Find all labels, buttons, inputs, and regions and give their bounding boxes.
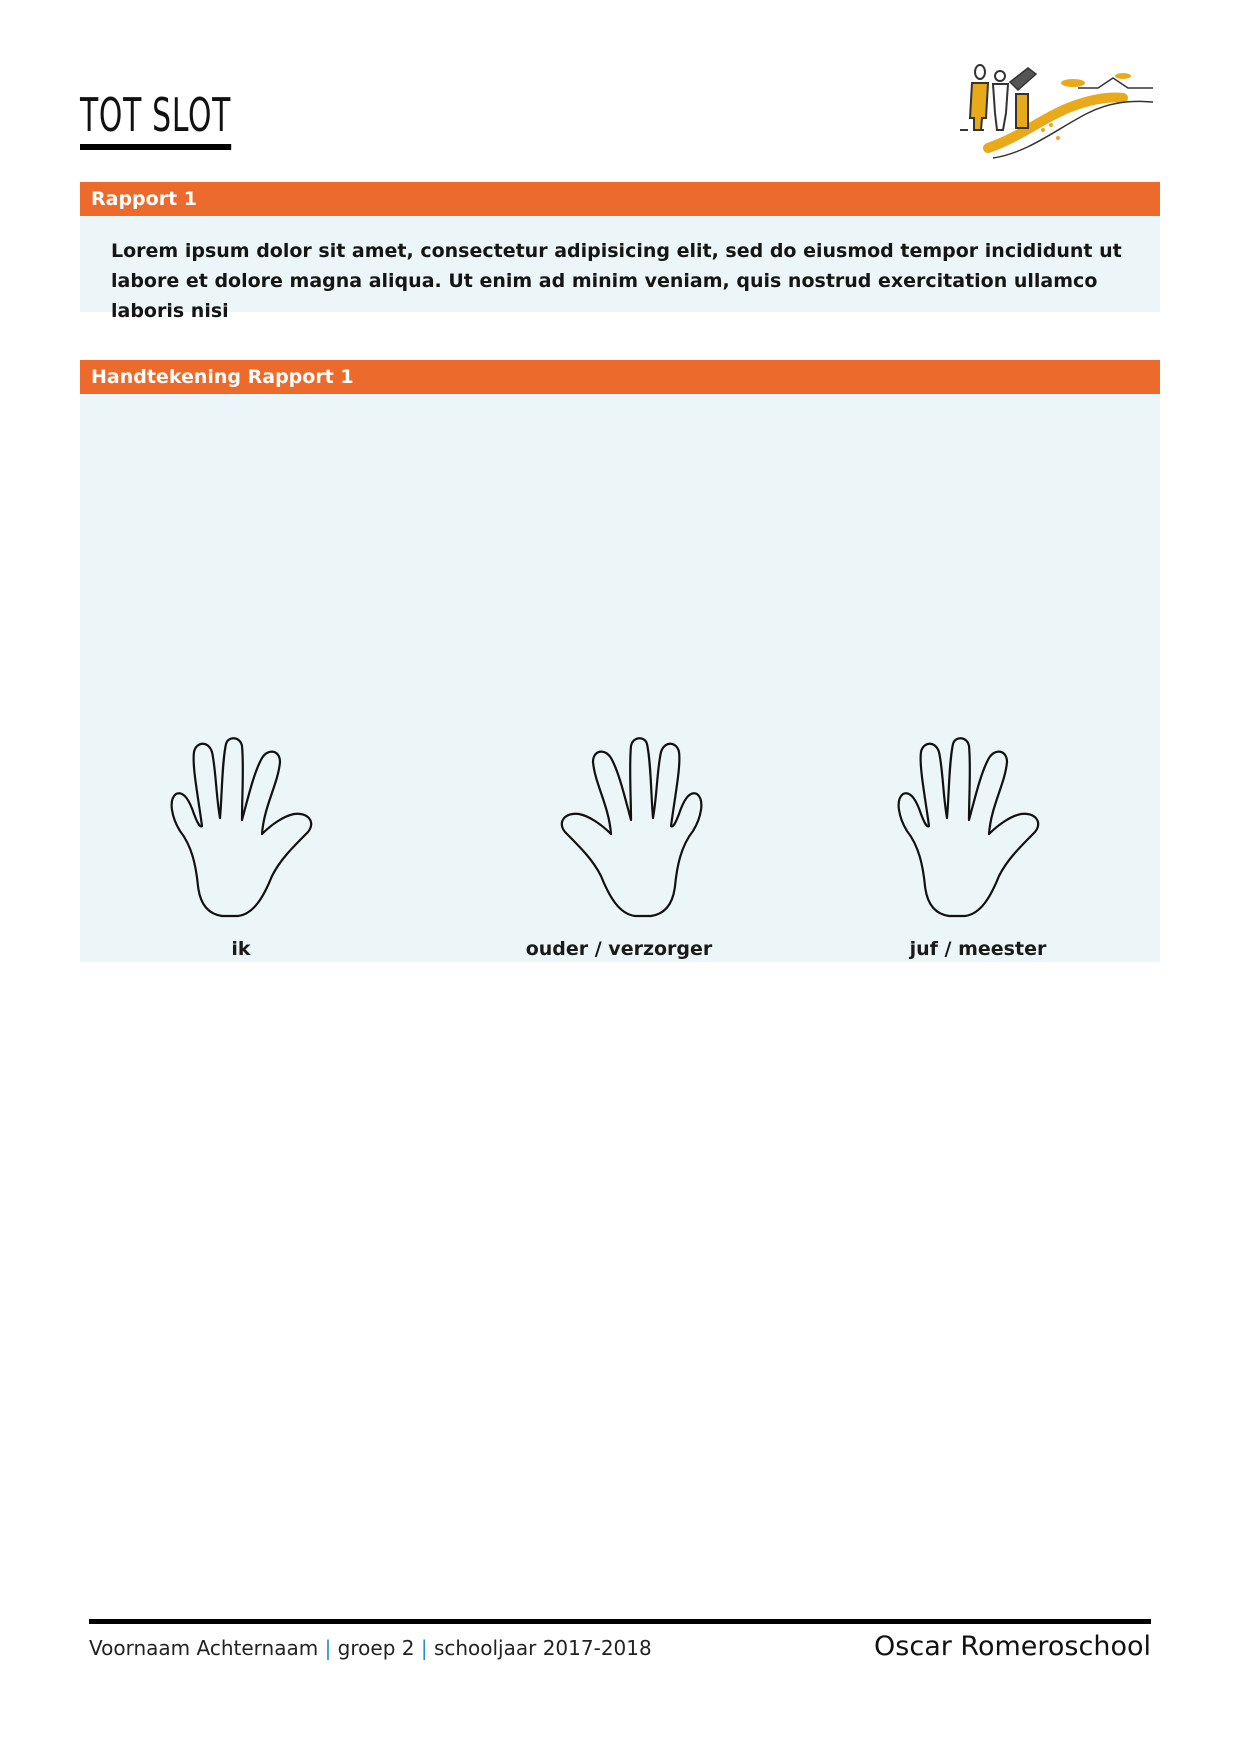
- signature-label-child: ik: [231, 938, 251, 960]
- signature-section: [80, 360, 1160, 962]
- rapport-body-text: Lorem ipsum dolor sit amet, consectetur adipisicing elit, sed do eiusmod tempor incididunt ut labore et dolore magna aliqua. Ut enim ad minim veniam, quis nostrud exercitation ullamco laboris nisi: [111, 240, 1122, 322]
- hand-outline-icon: [895, 736, 1055, 921]
- footer-separator: |: [420, 1636, 428, 1660]
- rapport-section: [80, 182, 1160, 322]
- school-illustration-icon: [948, 58, 1162, 176]
- footer-student-info: [89, 1636, 652, 1660]
- rapport-body-panel: [80, 216, 1160, 322]
- signature-label-teacher: juf / meester: [909, 938, 1047, 960]
- signature-label-parent: ouder / verzorger: [525, 938, 713, 960]
- footer-separator: |: [324, 1636, 332, 1660]
- hand-outline-icon: [545, 736, 705, 921]
- hand-outline-icon: [168, 736, 328, 921]
- rapport-header: Rapport 1: [80, 182, 1160, 216]
- footer-student-name: Voornaam Achternaam: [89, 1636, 319, 1660]
- signature-header: Handtekening Rapport 1: [80, 360, 1160, 394]
- footer-school-year: schooljaar 2017-2018: [433, 1636, 652, 1660]
- signature-panel: [80, 394, 1160, 962]
- footer-school-name: Oscar Romeroschool: [874, 1631, 1151, 1662]
- footer-group: groep 2: [337, 1636, 415, 1660]
- footer-divider: [89, 1619, 1151, 1624]
- page-title: TOT SLOT: [80, 92, 231, 150]
